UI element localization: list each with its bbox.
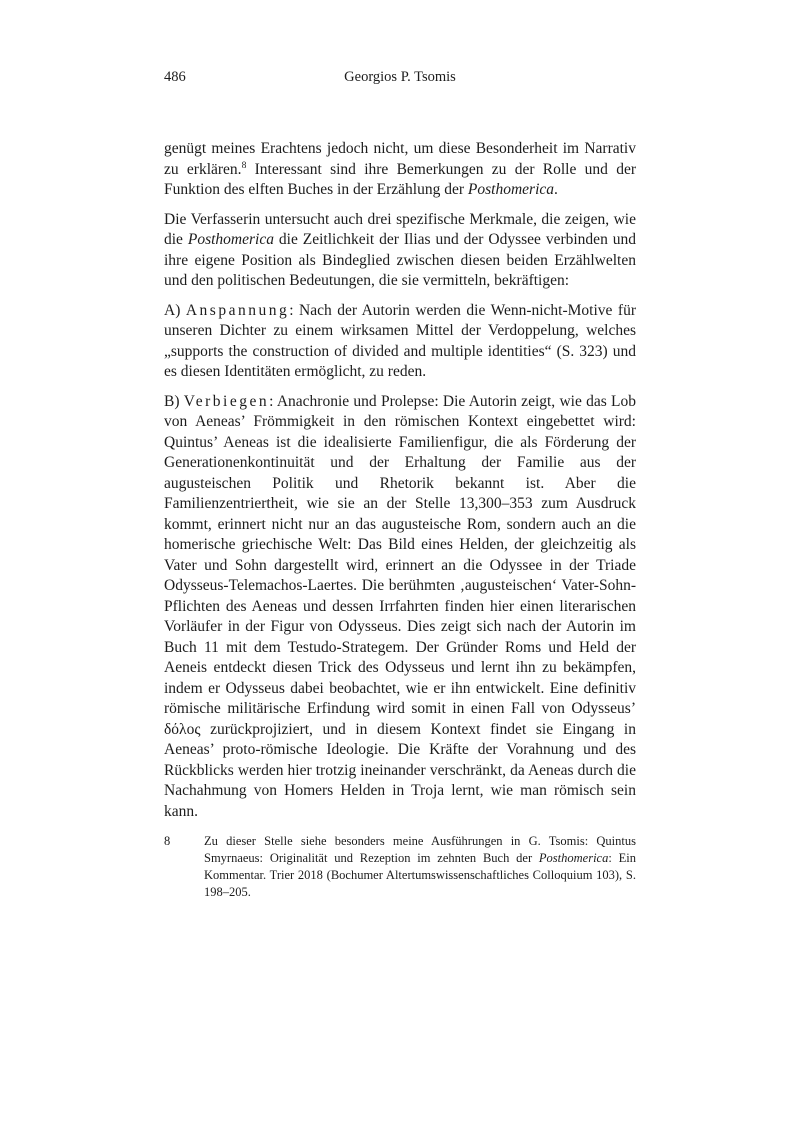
- paragraph-3-anspannung: A) Anspannung: Nach der Autorin werden die Wenn-nicht-Motive für unseren Dichter zu einem wirksamen Mittel der Verdoppelung, welches „supports the construction of divided and multiple identities“ (S. 323) und es diesen Identitäten ermöglicht, zu reden.: [164, 301, 636, 380]
- footnote: [164, 833, 636, 901]
- paragraph-2: Die Verfasserin untersucht auch drei spezifische Merkmale, die zeigen, wie die Posthomerica die Zeitlichkeit der Ilias und der Odyssee verbinden und ihre eigene Position als Bindeglied zwischen diesen beiden Erzählwelten und den politischen Bedeutungen, die sie vermitteln, bekräftigen:: [164, 210, 636, 289]
- running-head-author: Georgios P. Tsomis: [344, 69, 456, 85]
- footnote-text: Zu dieser Stelle siehe besonders meine Ausführungen in G. Tsomis: Quintus Smyrnaeus: Originalität und Rezeption im zehnten Buch der Posthomerica: Ein Kommentar. Trier 2018 (Bochumer Altertumswissenschaftliches Colloquium 103), S. 198–205.: [204, 834, 636, 899]
- running-header: [164, 68, 636, 86]
- body-text: [164, 139, 636, 822]
- page-number: 486: [164, 69, 186, 85]
- paragraph-4-verbiegen: B) Verbiegen: Anachronie und Prolepse: Die Autorin zeigt, wie das Lob von Aeneas’ Frömmigkeit in den römischen Kontext eingebettet wird: Quintus’ Aeneas ist die idealisierte Familienfigur, die als Förderung der Generationenkontinuität und der Erhaltung der Familie aus der augusteischen Politik und Rhetorik bekannt ist. Aber die Familienzentriertheit, wie sie an der Stelle 13,300–353 zum Ausdruck kommt, erinnert nicht nur an das augusteische Rom, sondern auch an die homerische griechische Welt: Das Bild eines Helden, der gleichzeitig als Vater und Sohn dargestellt wird, erinnert an die Odyssee in der Triade Odysseus-Telemachos-Laertes. Die berühmten ‚augusteischen‘ Vater-Sohn-Pflichten des Aeneas und dessen Irrfahrten finden hier einen literarischen Vorläufer in der Figur von Odysseus. Dies zeigt sich nach der Autorin im Buch 11 mit dem Testudo-Strategem. Der Gründer Roms und Held der Aeneis entdeckt diesen Trick des Odysseus und lernt ihn zu bekämpfen, indem er Odysseus dabei beobachtet, wie er ihn entwickelt. Eine definitiv römische militärische Erfindung wird somit in einen Fall von Odysseus’ δόλος zurückprojiziert, und in diesem Kontext findet sie Eingang in Aeneas’ proto-römische Ideologie. Die Kräfte der Vorahnung und des Rückblicks werden hier trotzig ineinander verschränkt, da Aeneas durch die Nachahmung von Homers Helden in Troja lernt, wie man römisch sein kann.: [164, 392, 637, 820]
- paragraph-1: genügt meines Erachtens jedoch nicht, um diese Besonderheit im Narrativ zu erklären.$^8$ Interessant sind ihre Bemerkungen zu der Rolle und der Funktion des elften Buches in der Erzählung der Posthomerica.: [164, 140, 636, 198]
- footnote-number: 8: [164, 834, 171, 848]
